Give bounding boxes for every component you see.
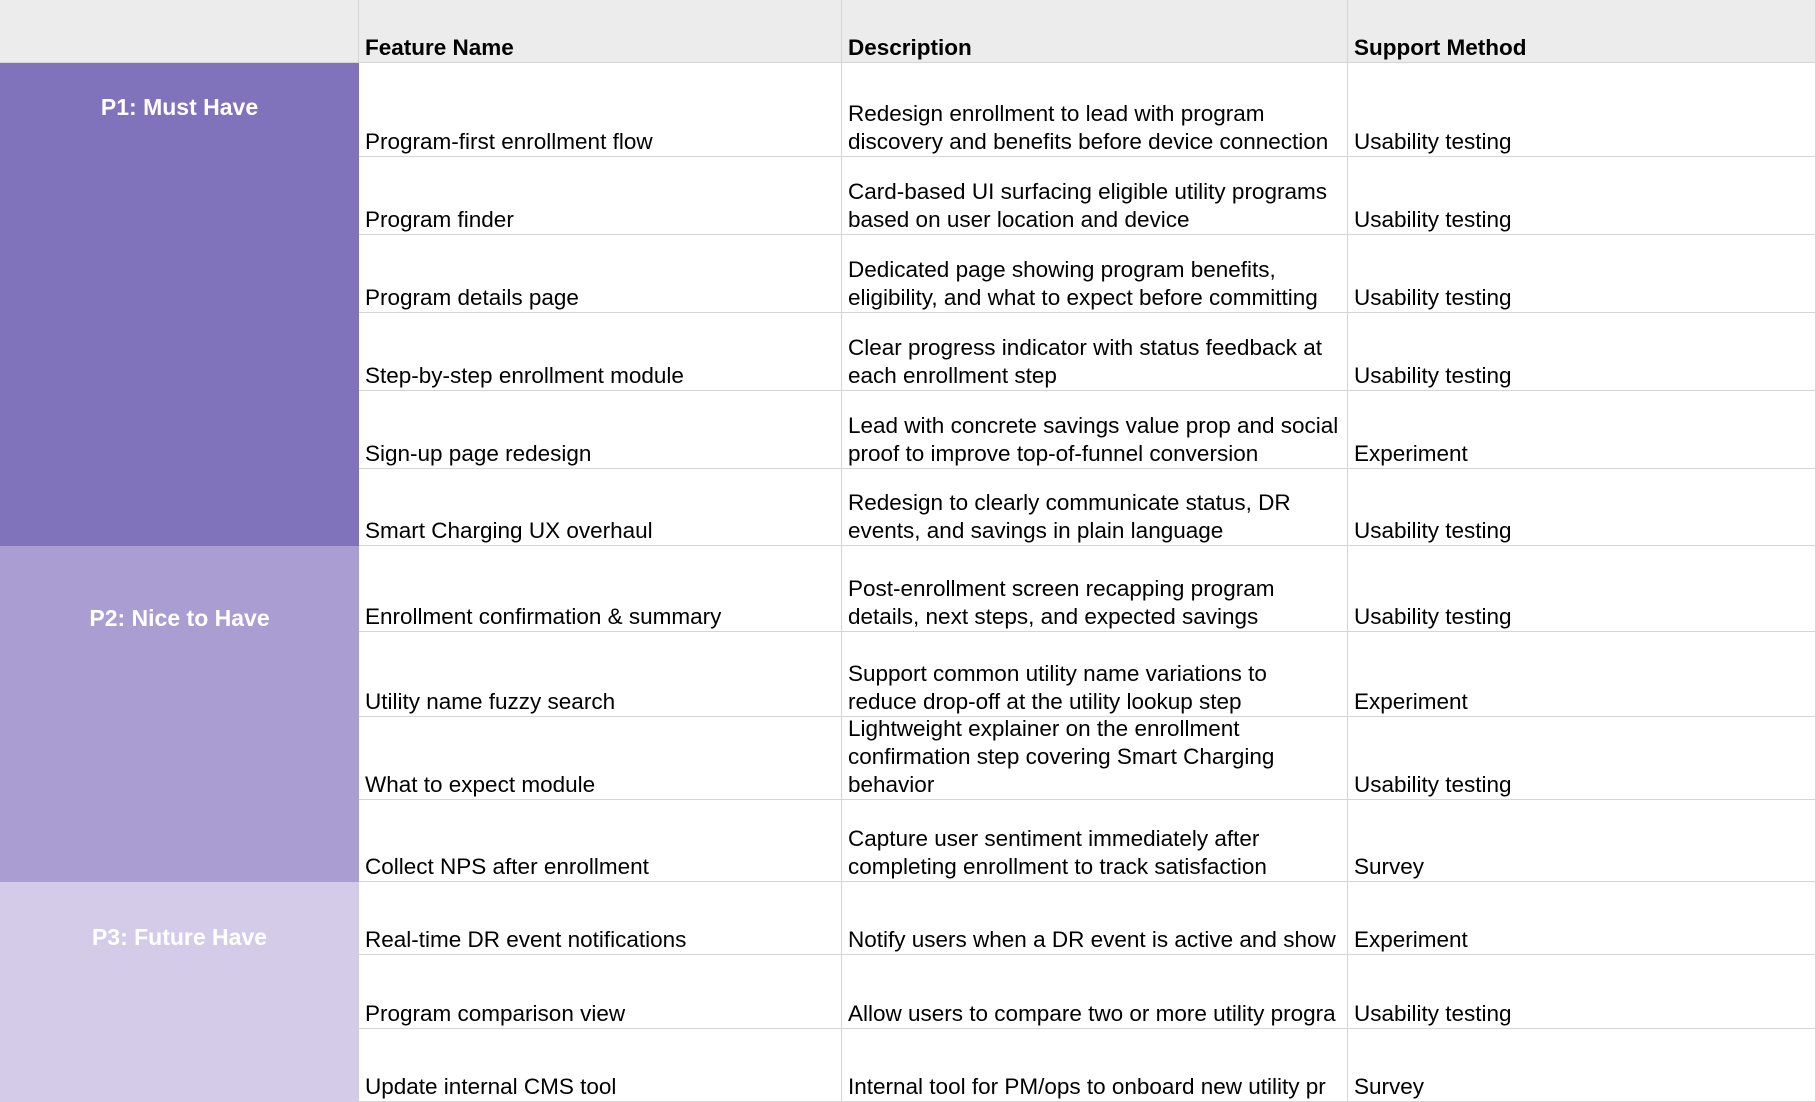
description-text: Clear progress indicator with status feedback at each enrollment step	[848, 335, 1322, 388]
description-text: Post-enrollment screen recapping program details, next steps, and expected savings	[848, 576, 1275, 629]
feature-text: Program comparison view	[365, 1001, 626, 1026]
support-text: Survey	[1354, 854, 1425, 879]
header-feature-label: Feature Name	[365, 35, 514, 60]
priority-label: P3: Future Have	[91, 924, 268, 950]
description-cell[interactable]	[842, 800, 1348, 882]
header-corner-cell[interactable]	[0, 0, 359, 63]
feature-cell[interactable]	[359, 955, 842, 1029]
feature-cell[interactable]	[359, 391, 842, 469]
header-description[interactable]	[842, 0, 1348, 63]
header-support-method[interactable]	[1348, 0, 1816, 63]
support-text: Usability testing	[1354, 604, 1512, 629]
description-cell[interactable]	[842, 63, 1348, 157]
description-text: Redesign enrollment to lead with program discovery and benefits before device connection	[848, 101, 1329, 154]
feature-text: What to expect module	[365, 772, 596, 797]
feature-cell[interactable]	[359, 882, 842, 955]
description-cell[interactable]	[842, 546, 1348, 632]
feature-text: Sign-up page redesign	[365, 441, 592, 466]
support-cell[interactable]	[1348, 157, 1816, 235]
priority-cell-p3[interactable]	[0, 882, 359, 1102]
feature-text: Program details page	[365, 285, 579, 310]
support-text: Usability testing	[1354, 772, 1512, 797]
feature-cell[interactable]	[359, 1029, 842, 1102]
feature-text: Real-time DR event notifications	[365, 927, 687, 952]
support-cell[interactable]	[1348, 800, 1816, 882]
feature-text: Collect NPS after enrollment	[365, 854, 649, 879]
priority-label: P2: Nice to Have	[89, 605, 270, 631]
description-text: Dedicated page showing program benefits, eligibility, and what to expect before committing	[848, 257, 1318, 310]
description-text: Lightweight explainer on the enrollment confirmation step covering Smart Charging behavior	[848, 717, 1275, 797]
header-support-label: Support Method	[1354, 35, 1527, 60]
support-cell[interactable]	[1348, 717, 1816, 800]
description-cell[interactable]	[842, 882, 1348, 955]
description-text: Redesign to clearly communicate status, DR events, and savings in plain language	[848, 490, 1291, 543]
feature-text: Program finder	[365, 207, 514, 232]
description-text: Internal tool for PM/ops to onboard new utility pr	[848, 1074, 1326, 1099]
feature-text: Enrollment confirmation & summary	[365, 604, 722, 629]
description-text: Notify users when a DR event is active and show	[848, 927, 1336, 952]
support-text: Experiment	[1354, 441, 1468, 466]
description-text: Allow users to compare two or more utility progra	[848, 1001, 1336, 1026]
description-text: Support common utility name variations to reduce drop-off at the utility lookup step	[848, 661, 1267, 714]
description-cell[interactable]	[842, 157, 1348, 235]
feature-text: Utility name fuzzy search	[365, 689, 616, 714]
header-description-label: Description	[848, 35, 972, 60]
support-text: Survey	[1354, 1074, 1425, 1099]
description-text: Capture user sentiment immediately after completing enrollment to track satisfaction	[848, 826, 1267, 879]
description-cell[interactable]	[842, 955, 1348, 1029]
description-cell[interactable]	[842, 313, 1348, 391]
description-cell[interactable]	[842, 235, 1348, 313]
support-text: Usability testing	[1354, 1001, 1512, 1026]
support-text: Usability testing	[1354, 363, 1512, 388]
description-cell[interactable]	[842, 391, 1348, 469]
support-text: Experiment	[1354, 927, 1468, 952]
support-cell[interactable]	[1348, 546, 1816, 632]
support-cell[interactable]	[1348, 955, 1816, 1029]
support-text: Usability testing	[1354, 285, 1512, 310]
feature-cell[interactable]	[359, 632, 842, 717]
feature-cell[interactable]	[359, 546, 842, 632]
description-cell[interactable]	[842, 717, 1348, 800]
feature-cell[interactable]	[359, 717, 842, 800]
feature-cell[interactable]	[359, 63, 842, 157]
priority-label: P1: Must Have	[100, 94, 259, 120]
description-cell[interactable]	[842, 632, 1348, 717]
feature-text: Step-by-step enrollment module	[365, 363, 684, 388]
priority-cell-p2[interactable]	[0, 546, 359, 882]
feature-cell[interactable]	[359, 235, 842, 313]
support-cell[interactable]	[1348, 235, 1816, 313]
support-text: Experiment	[1354, 689, 1468, 714]
support-cell[interactable]	[1348, 632, 1816, 717]
feature-text: Program-first enrollment flow	[365, 129, 653, 154]
header-feature-name[interactable]	[359, 0, 842, 63]
support-text: Usability testing	[1354, 518, 1512, 543]
feature-cell[interactable]	[359, 800, 842, 882]
description-text: Lead with concrete savings value prop and social proof to improve top-of-funnel conversion	[848, 413, 1339, 466]
feature-cell[interactable]	[359, 313, 842, 391]
support-cell[interactable]	[1348, 1029, 1816, 1102]
support-cell[interactable]	[1348, 63, 1816, 157]
feature-cell[interactable]	[359, 469, 842, 546]
feature-text: Update internal CMS tool	[365, 1074, 617, 1099]
support-cell[interactable]	[1348, 313, 1816, 391]
description-text: Card-based UI surfacing eligible utility programs based on user location and device	[848, 179, 1327, 232]
support-cell[interactable]	[1348, 882, 1816, 955]
description-cell[interactable]	[842, 1029, 1348, 1102]
description-cell[interactable]	[842, 469, 1348, 546]
priority-cell-p1[interactable]	[0, 63, 359, 546]
support-cell[interactable]	[1348, 469, 1816, 546]
feature-text: Smart Charging UX overhaul	[365, 518, 653, 543]
support-cell[interactable]	[1348, 391, 1816, 469]
support-text: Usability testing	[1354, 207, 1512, 232]
support-text: Usability testing	[1354, 129, 1512, 154]
feature-cell[interactable]	[359, 157, 842, 235]
